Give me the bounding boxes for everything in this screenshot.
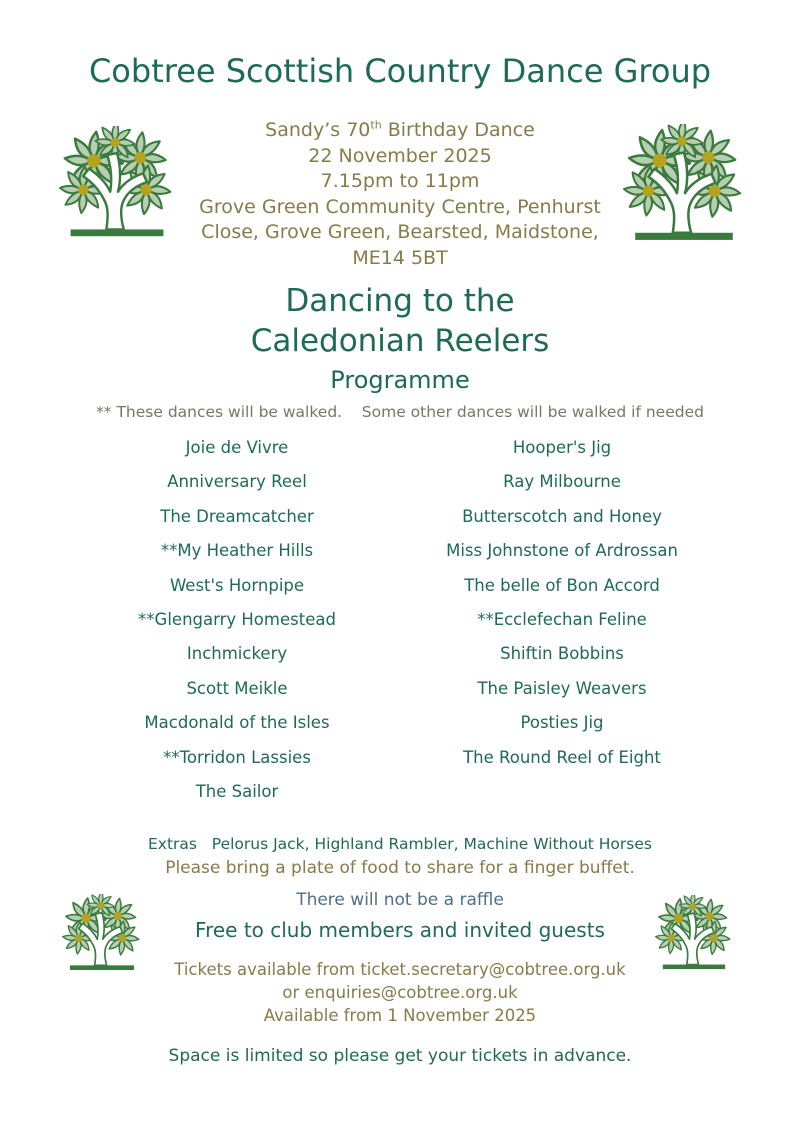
dance-item: Miss Johnstone of Ardrossan: [446, 541, 678, 561]
programme-column-right: [362, 438, 762, 782]
admission-note: Free to club members and invited guests: [195, 918, 605, 942]
event-title: [180, 118, 620, 144]
page-title: Cobtree Scottish Country Dance Group: [88, 52, 712, 90]
dance-item: **Ecclefechan Feline: [477, 609, 647, 629]
dance-item: Macdonald of the Isles: [144, 713, 330, 733]
event-title-text: Sandy’s 70: [265, 119, 371, 141]
cobtree-tree-logo: [62, 894, 142, 974]
dance-item: Anniversary Reel: [167, 472, 307, 492]
tickets-line1: Tickets available from ticket.secretary@cobtree.org.uk: [174, 960, 626, 979]
dance-item: The Sailor: [195, 781, 279, 801]
event-time: 7.15pm to 11pm: [320, 170, 480, 192]
event-details: [180, 118, 620, 271]
band-heading: [0, 281, 800, 361]
extras-line: Extras Pelorus Jack, Highland Rambler, Machine Without Horses: [148, 835, 652, 853]
event-title-rest: Birthday Dance: [381, 119, 535, 141]
cobtree-tree-logo: [58, 126, 176, 242]
dance-item: Shiftin Bobbins: [500, 644, 624, 664]
dance-item: Joie de Vivre: [185, 438, 289, 457]
band-heading-line1: Dancing to the: [285, 283, 515, 319]
programme-note: ** These dances will be walked. Some other dances will be walked if needed: [96, 403, 704, 421]
dance-item: Posties Jig: [520, 713, 604, 733]
cobtree-tree-logo: [654, 895, 734, 973]
dance-item: Ray Milbourne: [503, 472, 621, 492]
tickets-line3: Available from 1 November 2025: [263, 1006, 537, 1025]
space-limited-note: Space is limited so please get your tickets in advance.: [168, 1046, 632, 1066]
dance-item: Inchmickery: [186, 644, 288, 664]
dance-item: **My Heather Hills: [160, 541, 314, 561]
dance-item: The Paisley Weavers: [477, 678, 647, 698]
dance-item: Butterscotch and Honey: [462, 506, 662, 526]
dance-item: West's Hornpipe: [169, 575, 305, 595]
dance-item: The belle of Bon Accord: [464, 575, 660, 595]
dance-item: The Dreamcatcher: [160, 506, 314, 526]
ordinal-suffix: th: [370, 118, 382, 132]
tickets-line2: or enquiries@cobtree.org.uk: [282, 983, 518, 1002]
event-date: 22 November 2025: [308, 144, 492, 167]
raffle-note: There will not be a raffle: [296, 890, 504, 910]
dance-item: **Torridon Lassies: [163, 747, 311, 767]
buffet-note: Please bring a plate of food to share for a finger buffet.: [165, 858, 635, 878]
programme-list: [0, 438, 800, 817]
programme-heading: Programme: [330, 366, 470, 394]
band-heading-line2: Caledonian Reelers: [250, 323, 550, 359]
dance-item: Hooper's Jig: [512, 438, 612, 457]
dance-item: The Round Reel of Eight: [463, 747, 661, 767]
dance-item: **Glengarry Homestead: [138, 609, 336, 629]
cobtree-tree-logo: [622, 124, 746, 246]
dance-item: Scott Meikle: [186, 678, 288, 698]
event-venue: Grove Green Community Centre, Penhurst Close, Grove Green, Bearsted, Maidstone, ME14 5BT: [199, 195, 601, 269]
